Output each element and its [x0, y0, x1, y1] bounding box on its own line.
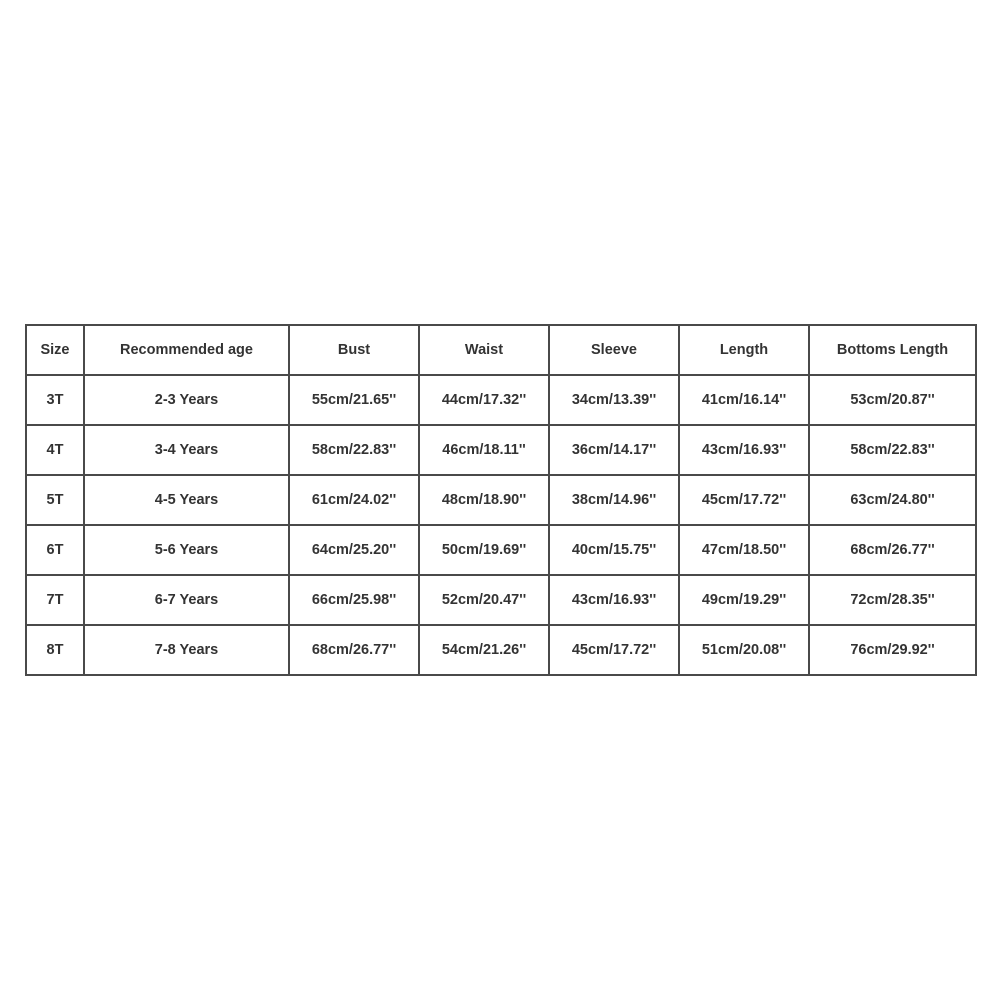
cell-bottoms-length: 68cm/26.77'': [809, 525, 976, 575]
cell-bottoms-length: 63cm/24.80'': [809, 475, 976, 525]
header-length: Length: [679, 325, 809, 375]
header-recommended-age: Recommended age: [84, 325, 289, 375]
cell-waist: 48cm/18.90'': [419, 475, 549, 525]
cell-recommended-age: 5-6 Years: [84, 525, 289, 575]
cell-length: 41cm/16.14'': [679, 375, 809, 425]
cell-size: 7T: [26, 575, 84, 625]
cell-bottoms-length: 72cm/28.35'': [809, 575, 976, 625]
table-header-row: [26, 325, 976, 375]
cell-bottoms-length: 53cm/20.87'': [809, 375, 976, 425]
cell-recommended-age: 7-8 Years: [84, 625, 289, 675]
cell-length: 43cm/16.93'': [679, 425, 809, 475]
cell-bust: 58cm/22.83'': [289, 425, 419, 475]
cell-recommended-age: 4-5 Years: [84, 475, 289, 525]
cell-recommended-age: 3-4 Years: [84, 425, 289, 475]
table-row: [26, 525, 976, 575]
cell-sleeve: 36cm/14.17'': [549, 425, 679, 475]
cell-size: 8T: [26, 625, 84, 675]
table-row: [26, 625, 976, 675]
cell-size: 6T: [26, 525, 84, 575]
cell-waist: 44cm/17.32'': [419, 375, 549, 425]
header-sleeve: Sleeve: [549, 325, 679, 375]
cell-bust: 68cm/26.77'': [289, 625, 419, 675]
cell-sleeve: 43cm/16.93'': [549, 575, 679, 625]
cell-length: 49cm/19.29'': [679, 575, 809, 625]
cell-bust: 66cm/25.98'': [289, 575, 419, 625]
size-chart-table: [25, 324, 977, 676]
cell-waist: 54cm/21.26'': [419, 625, 549, 675]
header-bust: Bust: [289, 325, 419, 375]
cell-waist: 50cm/19.69'': [419, 525, 549, 575]
table-row: [26, 575, 976, 625]
cell-bust: 61cm/24.02'': [289, 475, 419, 525]
cell-length: 45cm/17.72'': [679, 475, 809, 525]
cell-length: 51cm/20.08'': [679, 625, 809, 675]
cell-bottoms-length: 76cm/29.92'': [809, 625, 976, 675]
table-row: [26, 425, 976, 475]
cell-size: 5T: [26, 475, 84, 525]
cell-sleeve: 38cm/14.96'': [549, 475, 679, 525]
header-waist: Waist: [419, 325, 549, 375]
header-size: Size: [26, 325, 84, 375]
cell-sleeve: 40cm/15.75'': [549, 525, 679, 575]
cell-size: 3T: [26, 375, 84, 425]
cell-sleeve: 34cm/13.39'': [549, 375, 679, 425]
header-bottoms-length: Bottoms Length: [809, 325, 976, 375]
cell-bust: 55cm/21.65'': [289, 375, 419, 425]
cell-waist: 52cm/20.47'': [419, 575, 549, 625]
table-row: [26, 375, 976, 425]
table-row: [26, 475, 976, 525]
cell-waist: 46cm/18.11'': [419, 425, 549, 475]
cell-bust: 64cm/25.20'': [289, 525, 419, 575]
cell-sleeve: 45cm/17.72'': [549, 625, 679, 675]
cell-size: 4T: [26, 425, 84, 475]
cell-length: 47cm/18.50'': [679, 525, 809, 575]
cell-bottoms-length: 58cm/22.83'': [809, 425, 976, 475]
cell-recommended-age: 6-7 Years: [84, 575, 289, 625]
cell-recommended-age: 2-3 Years: [84, 375, 289, 425]
